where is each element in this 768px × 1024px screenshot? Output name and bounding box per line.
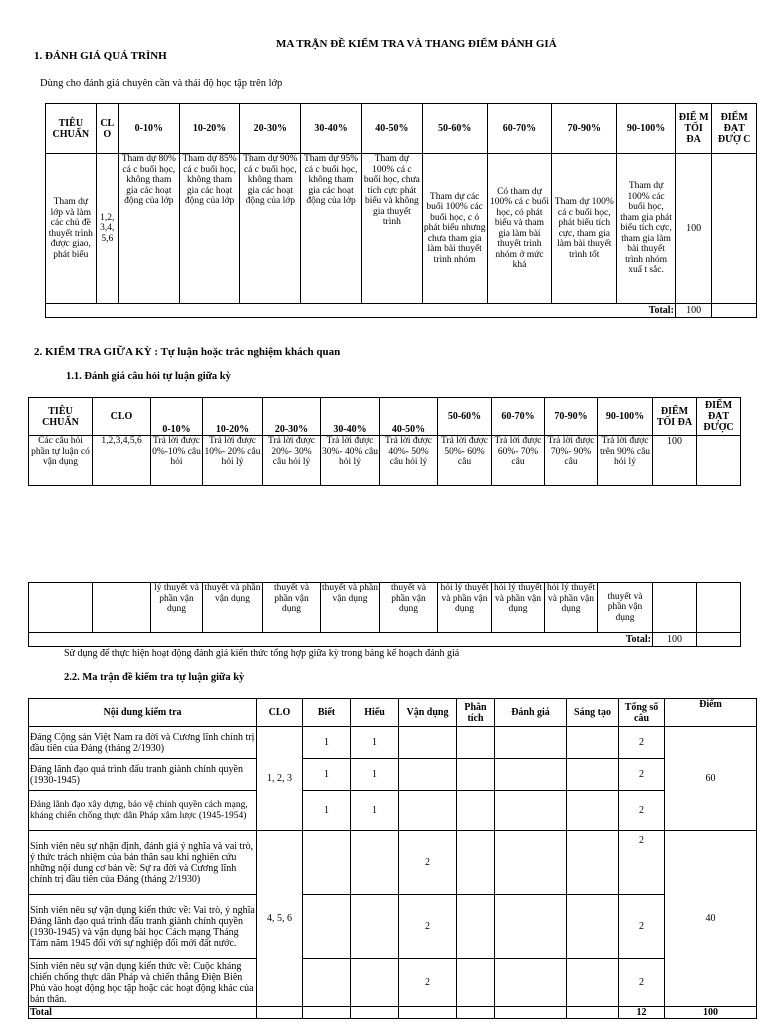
header-cell: 70-90% [552,104,617,154]
table-cell: thuyết và phần vận dụng [203,583,263,633]
table-cell: 1 [303,791,351,831]
table-cell [303,1007,351,1019]
table-row [29,727,757,759]
table-cell: 1 [351,791,399,831]
table-cell [351,831,399,895]
table-cell: Tham dự các buổi 100% các buổi học, c ó phát biểu nhưng chưa tham gia làm bài thuyết trình nhóm [422,154,487,304]
section2-sub2: 2.2. Ma trận đề kiểm tra tự luận giữa kỳ [64,672,245,683]
content-cell: Sinh viên nêu sự vận dụng kiến thức về: Cuộc kháng chiến chống thực dân Pháp và chiến thắng Điện Biên Phủ vào hoạt động học tập hoặc các hoạt động khác của bản thân. [29,959,257,1007]
table-cell: Trả lời được 50%- 60% câu [438,436,492,486]
header-cell: Tổng số câu [619,699,665,727]
table-cell [457,1007,495,1019]
table-row [46,154,757,304]
table-cell [495,759,567,791]
table-cell: lý thuyết và phần vận dụng [151,583,203,633]
table-cell: Trả lời được 70%- 90% câu [545,436,598,486]
table-cell: 2 [619,727,665,759]
table-cell: Tham dự 95% cá c buổi học, không tham gia các hoạt động của lớp [301,154,362,304]
table-header-row [29,699,757,727]
header-cell: Vận dụng [399,699,457,727]
table-row [29,583,741,633]
table-cell: Tham dự 85% cá c buổi học, không tham gia các hoạt động của lớp [179,154,240,304]
header-cell: 50-60% [422,104,487,154]
table-cell [712,304,757,318]
table-cell [399,1007,457,1019]
table-row [29,959,757,1007]
header-cell: 60-70% [492,398,545,436]
table-cell [457,831,495,895]
table-cell [567,831,619,895]
header-cell: Sáng tạo [567,699,619,727]
table-cell: Trả lời được 30%- 40% câu hỏi lý [321,436,380,486]
total-label: Total: [29,633,653,647]
table-cell [567,895,619,959]
content-cell: Đảng Cộng sản Việt Nam ra đời và Cương lĩnh chính trị đầu tiên của Đảng (tháng 2/1930) [29,727,257,759]
usage-note: Sử dụng để thực hiện hoạt động đánh giá kiến thức tổng hợp giữa kỳ trong bảng kế hoạch đánh giá [64,648,460,659]
header-cell: Phân tích [457,699,495,727]
content-cell: Sinh viên nêu sự nhận định, đánh giá ý nghĩa và vai trò, ý thức trách nhiệm của bản thân sau khi nghiên cứu những nội dung cơ bản về: Sự ra đời và Cương lĩnh chính trị đầu tiên của Đảng (tháng 2/1930) [29,831,257,895]
total-points: 100 [665,1007,757,1019]
total-row [46,304,757,318]
header-cell: Biết [303,699,351,727]
header-cell: Hiểu [351,699,399,727]
table-cell [495,831,567,895]
header-cell: 30-40% [301,104,362,154]
points-cell: 60 [665,727,757,831]
table-cell [457,759,495,791]
header-cell: ĐIỂM ĐẠT ĐƯỢ C [712,104,757,154]
table-cell [303,959,351,1007]
table-cell [495,959,567,1007]
header-cell: 0-10% [118,104,179,154]
table-cell [399,727,457,759]
content-cell: Đảng lãnh đạo quá trình đấu tranh giành chính quyền (1930-1945) [29,759,257,791]
table-cell: 2 [399,959,457,1007]
table-cell [257,1007,303,1019]
header-cell: 40-50% [361,104,422,154]
total-row [29,633,741,647]
table-cell: Tham dự 100% cá c buổi học, chưa tích cực phát biểu và không gia thuyết trình [361,154,422,304]
table-cell: 1 [303,759,351,791]
table-cell: Trả lời được 10%- 20% câu hỏi lý [203,436,263,486]
section2-sub1: 1.1. Đánh giá câu hỏi tự luận giữa kỳ [66,371,231,382]
header-cell: Nội dung kiểm tra [29,699,257,727]
total-label: Total: [46,304,676,318]
process-assessment-table [45,103,757,318]
table-cell: Tham dự 100% cá c buổi học, phát biểu tích cực, tham gia làm bài thuyết trình tốt [552,154,617,304]
header-cell: CLO [93,398,151,436]
header-cell: ĐIỂM TỐI ĐA [653,398,697,436]
table-cell: Trả lời được 20%- 30% câu hỏi lý [263,436,321,486]
table-cell: Trả lời được 40%- 50% câu hỏi lý [380,436,438,486]
clo-cell: 4, 5, 6 [257,831,303,1007]
content-cell: Sinh viên nêu sự vận dụng kiến thức về: Vai trò, ý nghĩa Đảng lãnh đạo quá trình đấu tranh giành chính quyền (1930-1945) và vận dụng bài học Cách mạng Tháng Tám năm 1945 đối với sự nghiệp đổi mới đất nước. [29,895,257,959]
total-value: 100 [653,633,697,647]
table-cell [697,583,741,633]
table-cell [697,436,741,486]
table-cell [495,727,567,759]
table-cell: Trả lời được 0%-10% câu hỏi [151,436,203,486]
table-cell: hỏi lý thuyết và phần vận dụng [545,583,598,633]
table-cell: 2 [399,831,457,895]
header-cell: ĐIỂM ĐẠT ĐƯỢC [697,398,741,436]
total-questions: 12 [619,1007,665,1019]
table-cell: Các câu hỏi phần tự luận có vận dụng [29,436,93,486]
table-cell [457,959,495,1007]
exam-matrix-table [28,698,757,1019]
table-cell [567,791,619,831]
table-cell: 1 [303,727,351,759]
header-cell: 50-60% [438,398,492,436]
table-cell [495,791,567,831]
table-row [29,831,757,895]
table-cell: 1 [351,727,399,759]
table-cell [351,959,399,1007]
section1-heading: 1. ĐÁNH GIÁ QUÁ TRÌNH [34,50,167,62]
table-cell: 2 [619,831,665,895]
header-cell: 20-30% [240,104,301,154]
table-cell: 2 [619,959,665,1007]
table-cell: 2 [619,791,665,831]
table-cell: thuyết và phần vận dụng [321,583,380,633]
table-cell [351,1007,399,1019]
header-cell: 20-30% [263,398,321,436]
total-row [29,1007,757,1019]
table-cell [567,727,619,759]
header-cell: CLO [257,699,303,727]
table-cell: Tham dự 80% cá c buổi học, không tham gia các hoạt động của lớp [118,154,179,304]
section2-heading: 2. KIỂM TRA GIỮA KỲ : Tự luận hoặc trắc nghiệm khách quan [34,346,341,358]
table-cell [457,727,495,759]
table-cell [303,895,351,959]
table-cell [653,583,697,633]
table-cell: 2 [619,759,665,791]
header-cell: 60-70% [487,104,552,154]
table-cell [457,791,495,831]
table-cell: thuyết và phần vận dụng [263,583,321,633]
table-cell: Tham dự 90% cá c buổi học, không tham gia các hoạt động của lớp [240,154,301,304]
midterm-essay-table [28,397,741,486]
table-row [29,895,757,959]
table-header-row [29,398,741,436]
header-cell: Đánh giá [495,699,567,727]
table-cell: 2 [399,895,457,959]
total-label: Total [29,1007,257,1019]
table-cell [93,583,151,633]
header-cell: Điểm [665,699,757,727]
midterm-essay-table-continued [28,582,741,647]
table-cell: thuyết và phần vận dụng [598,583,653,633]
table-cell [697,633,741,647]
header-cell: 40-50% [380,398,438,436]
table-cell [399,759,457,791]
table-cell: hỏi lý thuyết và phần vận dụng [438,583,492,633]
header-cell: 0-10% [151,398,203,436]
clo-cell: 1, 2, 3 [257,727,303,831]
header-cell: 90-100% [617,104,676,154]
table-cell [457,895,495,959]
doc-title: MA TRẬN ĐỀ KIỂM TRA VÀ THANG ĐIỂM ĐÁNH GIÁ [276,38,557,50]
header-cell: 30-40% [321,398,380,436]
table-header-row [46,104,757,154]
table-cell [567,959,619,1007]
section1-note: Dùng cho đánh giá chuyên cần và thái độ học tập trên lớp [40,78,283,89]
table-cell: 1,2, 3,4, 5,6 [96,154,118,304]
header-cell: ĐIỂ M TỐI ĐA [675,104,711,154]
table-cell: Trả lời được trên 90% câu hỏi lý [598,436,653,486]
table-row [29,791,757,831]
table-cell: 100 [675,154,711,304]
table-cell: Tham dự lớp và làm các chủ đề thuyết trình được giao, phát biểu [46,154,97,304]
table-cell [495,895,567,959]
table-cell: thuyết và phần vận dụng [380,583,438,633]
total-value: 100 [675,304,711,318]
table-cell [29,583,93,633]
header-cell: 90-100% [598,398,653,436]
table-row [29,759,757,791]
table-cell: 100 [653,436,697,486]
table-cell [303,831,351,895]
table-cell [712,154,757,304]
table-cell: Có tham dự 100% cá c buổi học, có phát biểu và tham gia làm bài thuyết trình nhóm ở mức khá [487,154,552,304]
header-cell: TIÊU CHUẨN [29,398,93,436]
table-cell [567,1007,619,1019]
table-cell: 1 [351,759,399,791]
table-cell [351,895,399,959]
header-cell: 70-90% [545,398,598,436]
header-cell: TIÊU CHUẨN [46,104,97,154]
table-cell: Tham dự 100% các buổi học, tham gia phát biểu tích cực, tham gia làm bài thuyết trình nhóm xuấ t sắc. [617,154,676,304]
table-row [29,436,741,486]
header-cell: CL O [96,104,118,154]
content-cell: Đảng lãnh đạo xây dựng, bảo vệ chính quyền cách mạng, kháng chiến chống thực dân Pháp xâm lược (1945-1954) [29,791,257,831]
header-cell: 10-20% [179,104,240,154]
table-cell: hỏi lý thuyết và phần vận dụng [492,583,545,633]
table-cell [399,791,457,831]
table-cell: Trả lời được 60%- 70% câu [492,436,545,486]
points-cell: 40 [665,831,757,1007]
table-cell: 1,2,3,4,5,6 [93,436,151,486]
table-cell: 2 [619,895,665,959]
header-cell: 10-20% [203,398,263,436]
table-cell [567,759,619,791]
table-cell [495,1007,567,1019]
